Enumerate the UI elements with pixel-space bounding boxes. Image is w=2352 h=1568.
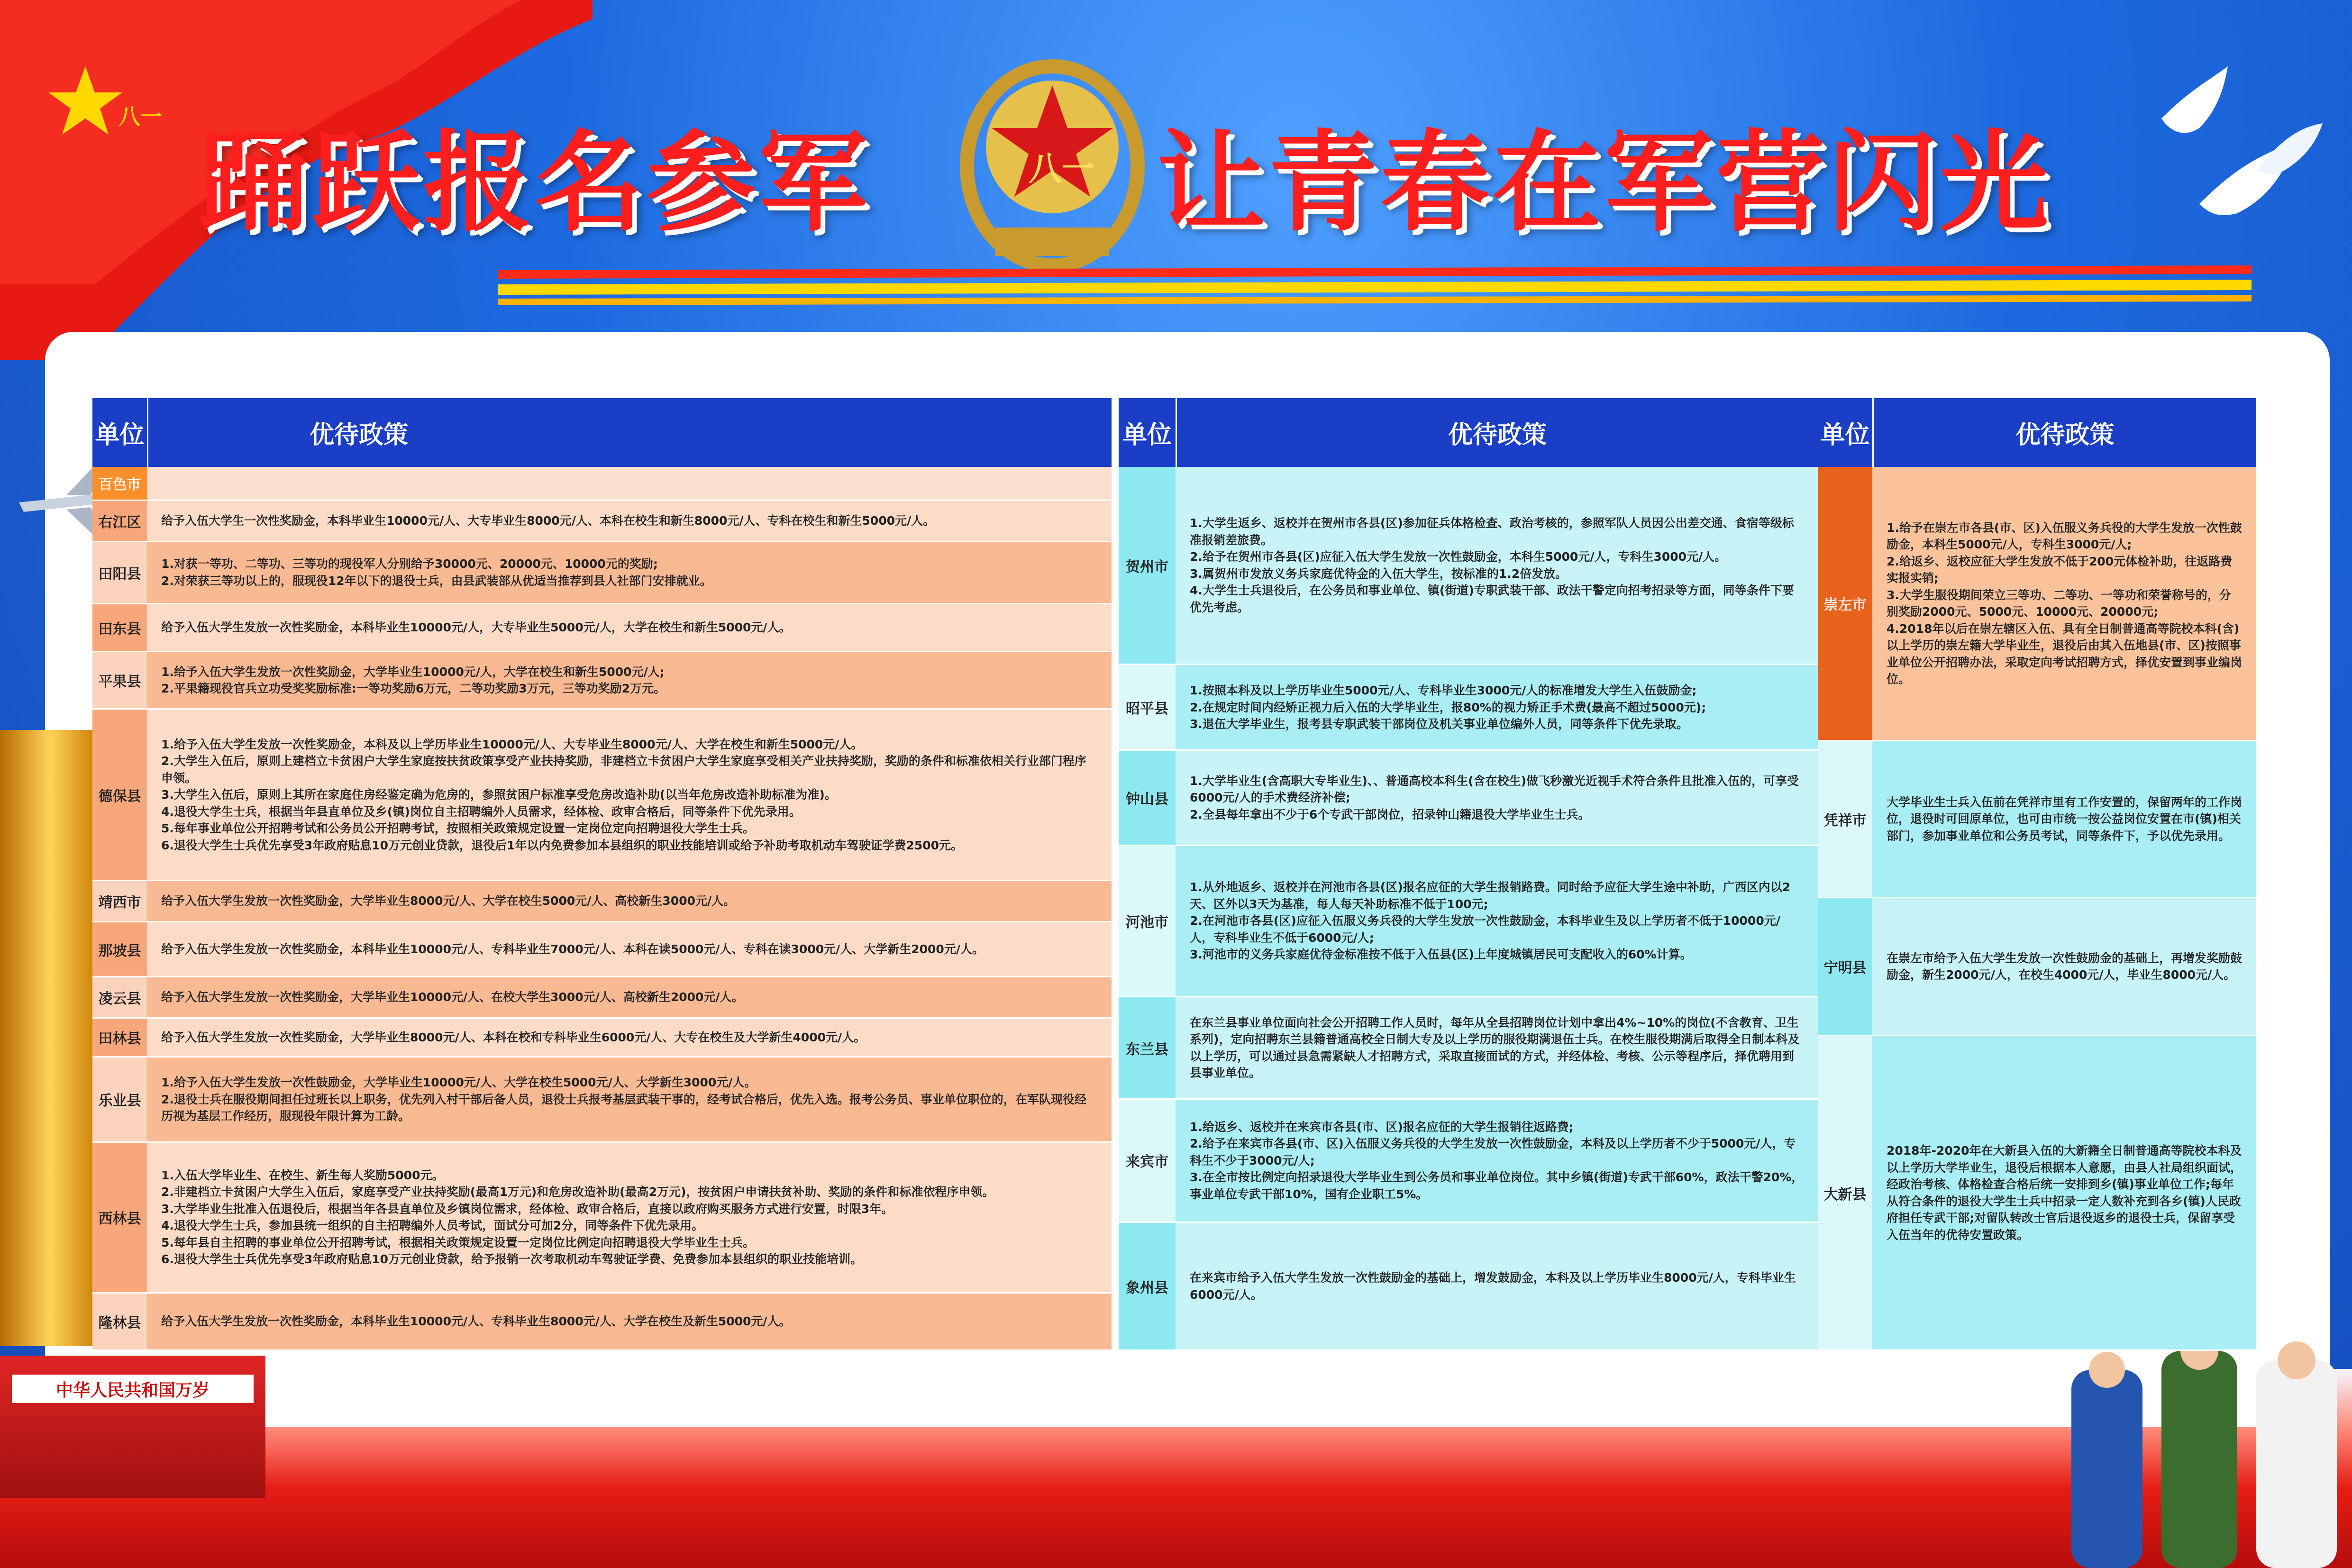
unit-name: 东兰县 bbox=[1119, 997, 1176, 1098]
table-row bbox=[1119, 751, 1818, 846]
decorative-stripes bbox=[498, 265, 2252, 308]
table-row bbox=[92, 1143, 1112, 1294]
table-row bbox=[1818, 898, 2256, 1036]
flag-text: 八一 bbox=[119, 104, 162, 129]
policy-table-2 bbox=[1119, 398, 1818, 1351]
unit-name: 隆林县 bbox=[92, 1294, 147, 1349]
policy-text: 1.大学生返乡、返校并在贺州市各县(区)参加征兵体格检查、政治考核的，参照军队人员因公出差交通、食宿等级标准报销差旅费。 2.给予在贺州市各县(区)应征入伍大学生发放一次性鼓励金，本科生5000元/人，专科生3000元/人。 3.属贺州市发放义务兵家庭优待金的入伍大学生，按标准的1.2倍发放。 4.大学生士兵退役后，在公务员和事业单位、镇(街道)专职武装干部、政法干警定向招考招录等方面，同等条件下要优先考虑。 bbox=[1176, 467, 1818, 664]
policy-text: 给予入伍大学生发放一次性奖励金，大学毕业生8000元/人、本科在校和专科毕业生6000元/人、大专在校生及大学新生4000元/人。 bbox=[147, 1019, 1112, 1056]
unit-name: 西林县 bbox=[92, 1143, 147, 1292]
policy-text: 1.大学毕业生(含高职大专毕业生)、、普通高校本科生(含在校生)做飞秒激光近视手术符合条件且批准入伍的，可享受6000元/人的手术费经济补偿; 2.全县每年拿出不少于6个专武干部岗位，招录钟山籍退役大学毕业生士兵。 bbox=[1176, 751, 1818, 845]
unit-name: 昭平县 bbox=[1119, 665, 1176, 749]
policy-text: 在来宾市给予入伍大学生发放一次性鼓励金的基础上，增发鼓励金，本科及以上学历毕业生8000元/人，专科毕业生6000元/人。 bbox=[1176, 1223, 1818, 1349]
policy-table-1 bbox=[92, 398, 1112, 1351]
policy-text: 给予入伍大学生发放一次性奖励金，本科毕业生10000元/人、专科毕业生8000元/人、大学在校生及新生5000元/人。 bbox=[147, 1294, 1112, 1349]
table-row bbox=[92, 1019, 1112, 1057]
table-row bbox=[92, 542, 1112, 604]
policy-text bbox=[147, 467, 1112, 500]
unit-name: 靖西市 bbox=[92, 881, 147, 921]
policy-text: 1.按照本科及以上学历毕业生5000元/人、专科毕业生3000元/人的标准增发大学生入伍鼓励金; 2.在规定时间内经矫正视力后入伍的大学毕业生，报80%的视力矫正手术费(最高不超过5000元); 3.退伍大学毕业生，报考县专职武装干部岗位及机关事业单位编外人员，同等条件下优先录取。 bbox=[1176, 665, 1818, 749]
unit-name: 宁明县 bbox=[1818, 898, 1872, 1035]
table-row bbox=[92, 501, 1112, 542]
table-row bbox=[1119, 1100, 1818, 1223]
table-header bbox=[1119, 398, 1818, 467]
header-policy: 优待政策 bbox=[147, 398, 1112, 467]
unit-name: 平果县 bbox=[92, 652, 147, 708]
huabiao-pillar bbox=[0, 730, 100, 1346]
title-left: 踊跃报名参军 bbox=[199, 119, 871, 246]
table-header bbox=[92, 398, 1112, 467]
policy-text: 1.给予在崇左市各县(市、区)入伍服义务兵役的大学生发放一次性鼓励金，本科生5000元/人，专科生3000元/人; 2.给返乡、返校应征大学生发放不低于200元体检补助，往返路费实报实销; 3.大学生服役期间荣立三等功、二等功、一等功和荣誉称号的，分别奖励2000元、5000元、10000元、20000元; 4.2018年以后在崇左辖区入伍、具有全日制普通高等院校本科(含)以上学历的崇左籍大学毕业生，退役后由其入伍地县(市、区)按照事业单位公开招聘办法，采取定向考试招聘方式，择优安置到事业编岗位。 bbox=[1872, 467, 2256, 740]
unit-name: 德保县 bbox=[92, 710, 147, 880]
title-row bbox=[0, 81, 2352, 246]
gate-text: 中华人民共和国万岁 bbox=[12, 1375, 254, 1403]
header-policy: 优待政策 bbox=[1872, 398, 2256, 467]
header-unit: 单位 bbox=[1820, 421, 1870, 449]
unit-name: 大新县 bbox=[1818, 1036, 1872, 1349]
table-row bbox=[1818, 467, 2256, 741]
title-right: 让青春在军营闪光 bbox=[1157, 119, 2052, 246]
policy-tables bbox=[92, 398, 2256, 1351]
header-unit: 单位 bbox=[1122, 421, 1172, 449]
table-header bbox=[1818, 398, 2256, 467]
table-rows bbox=[1119, 467, 1818, 1351]
policy-text: 大学毕业生士兵入伍前在凭祥市里有工作安置的，保留两年的工作岗位，退役时可回原单位，也可由市统一按公益岗位安置在市(镇)相关部门，参加事业单位和公务员考试，同等条件下，予以优先录用。 bbox=[1872, 741, 2256, 897]
policy-text: 给予入伍大学生一次性奖励金，本科毕业生10000元/人、大专毕业生8000元/人、本科在校生和新生8000元/人、专科在校生和新生5000元/人。 bbox=[147, 501, 1112, 541]
soldiers-image bbox=[2052, 1341, 2352, 1568]
policy-table-3 bbox=[1818, 398, 2256, 1351]
unit-name: 那坡县 bbox=[92, 922, 147, 976]
table-row bbox=[1119, 846, 1818, 997]
table-row bbox=[92, 977, 1112, 1019]
unit-name: 右江区 bbox=[92, 501, 147, 541]
table-row bbox=[1119, 665, 1818, 751]
unit-name: 凭祥市 bbox=[1818, 741, 1872, 897]
table-row bbox=[92, 710, 1112, 881]
unit-name: 来宾市 bbox=[1119, 1100, 1176, 1222]
policy-text: 1.给返乡、返校并在来宾市各县(市、区)报名应征的大学生报销往返路费; 2.给予在来宾市各县(市、区)入伍服义务兵役的大学生发放一次性鼓励金，本科及以上学历者不少于5000元/人，专科生不少于3000元/人; 3.在全市按比例定向招录退役大学毕业生到公务员和事业单位岗位。其中乡镇(街道)专武干部60%，政法干警20%，事业单位专武干部10%，国有企业职工5%。 bbox=[1176, 1100, 1818, 1222]
unit-name: 贺州市 bbox=[1119, 467, 1176, 664]
unit-name: 崇左市 bbox=[1818, 467, 1872, 740]
table-rows bbox=[92, 467, 1112, 1351]
header-unit: 单位 bbox=[95, 421, 145, 449]
header-policy: 优待政策 bbox=[1176, 398, 1818, 467]
policy-text: 给予入伍大学生发放一次性奖励金，本科毕业生10000元/人、专科毕业生7000元/人、本科在读5000元/人、专科在读3000元/人、大学新生2000元/人。 bbox=[147, 922, 1112, 976]
emblem-text: 八一 bbox=[1029, 149, 1095, 188]
table-row bbox=[92, 1294, 1112, 1351]
policy-text: 在东兰县事业单位面向社会公开招聘工作人员时，每年从全县招聘岗位计划中拿出4%~10%的岗位(不含教育、卫生系列)，定向招聘东兰县籍普通高校全日制大专及以上学历的服役期满退伍士兵。在校生服役期满后取得全日制本科及以上学历，可以通过县急需紧缺人才招聘方式，采取直接面试的方式，并经体检、考核、公示等程序后，择优聘用到县事业单位。 bbox=[1176, 997, 1818, 1098]
table-row bbox=[92, 652, 1112, 710]
policy-text: 给予入伍大学生发放一次性奖励金，本科毕业生10000元/人，大专毕业生5000元/人，大学在校生和新生5000元/人。 bbox=[147, 604, 1112, 651]
unit-name: 乐业县 bbox=[92, 1057, 147, 1141]
table-row bbox=[92, 1057, 1112, 1143]
policy-text: 1.从外地返乡、返校并在河池市各县(区)报名应征的大学生报销路费。同时给予应征大学生途中补助，广西区内以2天、区外以3天为基准，每人每天补助标准不低于100元; 2.在河池市各县(区)应征入伍服义务兵役的大学生发放一次性鼓励金，本科毕业生及以上学历者不低于10000元/人，专科毕业生不低于6000元/人; 3.河池市的义务兵家庭优待金标准按不低于入伍县(区)上年度城镇居民可支配收入的60%计算。 bbox=[1176, 846, 1818, 996]
table-row bbox=[92, 604, 1112, 652]
policy-text: 1.给予入伍大学生发放一次性奖励金，大学毕业生10000元/人，大学在校生和新生5000元/人; 2.平果籍现役官兵立功受奖奖励标准:一等功奖励6万元，二等功奖励3万元，三等功奖励2万元。 bbox=[147, 652, 1112, 708]
table-rows bbox=[1818, 467, 2256, 1351]
policy-text: 1.给予入伍大学生发放一次性奖励金，本科及以上学历毕业生10000元/人、大专毕业生8000元/人、大学在校生和新生5000元/人。 2.大学生入伍后，原则上建档立卡贫困户大学生家庭按扶贫政策享受产业扶持奖励，非建档立卡贫困户大学生家庭享受相关产业扶持奖励，奖励的条件和标准依相关行业部门程序申领。 3.大学生入伍后，原则上其所在家庭住房经鉴定确为危房的，参照贫困户标准享受危房改造补助(以当年危房改造补助标准为准)。 4.退役大学生士兵，根据当年县直单位及乡(镇)岗位自主招聘编外人员需求，经体检、政审合格后，同等条件下优先录用。 5.每年事业单位公开招聘考试和公务员公开招聘考试，按照相关政策规定设置一定岗位定向招聘退役大学生士兵。 6.退役大学生士兵优先享受3年政府贴息10万元创业贷款，退役后1年以内免费参加本县组织的职业技能培训或给予补助考取机动车驾驶证学费2500元。 bbox=[147, 710, 1112, 880]
table-row bbox=[1119, 997, 1818, 1100]
unit-name: 凌云县 bbox=[92, 977, 147, 1017]
policy-text: 在崇左市给予入伍大学生发放一次性鼓励金的基础上，再增发奖励鼓励金，新生2000元/人，在校生4000元/人，毕业生8000元/人。 bbox=[1872, 898, 2256, 1035]
table-row bbox=[92, 467, 1112, 501]
table-row bbox=[1119, 467, 1818, 665]
unit-name: 田林县 bbox=[92, 1019, 147, 1056]
policy-text: 2018年-2020年在大新县入伍的大新籍全日制普通高等院校本科及以上学历大学毕业生，退役后根据本人意愿，由县人社局组织面试，经政治考核、体格检查合格后统一安排到乡(镇)事业单位工作;每年从符合条件的退役大学生士兵中招录一定人数补充到各乡(镇)人民政府担任专武干部;对留队转改士官后退役返乡的退役士兵，保留享受入伍当年的优待安置政策。 bbox=[1872, 1036, 2256, 1349]
table-row bbox=[1119, 1223, 1818, 1351]
unit-name: 百色市 bbox=[92, 467, 147, 500]
table-row bbox=[92, 922, 1112, 977]
unit-name: 河池市 bbox=[1119, 846, 1176, 996]
policy-text: 1.对获一等功、二等功、三等功的现役军人分别给予30000元、20000元、10000元的奖励; 2.对荣获三等功以上的，服现役12年以下的退役士兵，由县武装部从优适当推荐到县人社部门安排就业。 bbox=[147, 542, 1112, 603]
table-row bbox=[92, 881, 1112, 922]
table-row bbox=[1818, 1036, 2256, 1351]
policy-text: 1.给予入伍大学生发放一次性鼓励金，大学毕业生10000元/人、大学在校生5000元/人、大学新生3000元/人。 2.退役士兵在服役期间担任过班长以上职务，优先列入村干部后备人员，退役士兵报考基层武装干事的，经考试合格后，优先入选。报考公务员、事业单位职位的，在军队现役经历视为基层工作经历，服现役年限计算为工龄。 bbox=[147, 1057, 1112, 1141]
unit-name: 田东县 bbox=[92, 604, 147, 651]
unit-name: 钟山县 bbox=[1119, 751, 1176, 845]
unit-name: 田阳县 bbox=[92, 542, 147, 603]
table-row bbox=[1818, 741, 2256, 898]
policy-text: 给予入伍大学生发放一次性奖励金，大学毕业生8000元/人、大学在校生5000元/人、高校新生3000元/人。 bbox=[147, 881, 1112, 921]
policy-text: 给予入伍大学生发放一次性奖励金，大学毕业生10000元/人、在校大学生3000元/人、高校新生2000元/人。 bbox=[147, 977, 1112, 1017]
policy-text: 1.入伍大学毕业生、在校生、新生每人奖励5000元。 2.非建档立卡贫困户大学生入伍后，家庭享受产业扶持奖励(最高1万元)和危房改造补助(最高2万元)，按贫困户申请扶贫补助、奖励的条件和标准依程序申领。 3.大学毕业生批准入伍退役后，根据当年各县直单位及乡镇岗位需求，经体检、政审合格后，直接以政府购买服务方式进行安置，时限3年。 4.退役大学生士兵，参加县统一组织的自主招聘编外人员考试，面试分可加2分，同等条件下优先录用。 5.每年县自主招聘的事业单位公开招聘考试，根据相关政策规定设置一定岗位比例定向招聘退役大学毕业生士兵。 6.退役大学生士兵优先享受3年政府贴息10万元创业贷款，给予报销一次考取机动车驾驶证学费、免费参加本县组织的职业技能培训。 bbox=[147, 1143, 1112, 1292]
unit-name: 象州县 bbox=[1119, 1223, 1176, 1349]
